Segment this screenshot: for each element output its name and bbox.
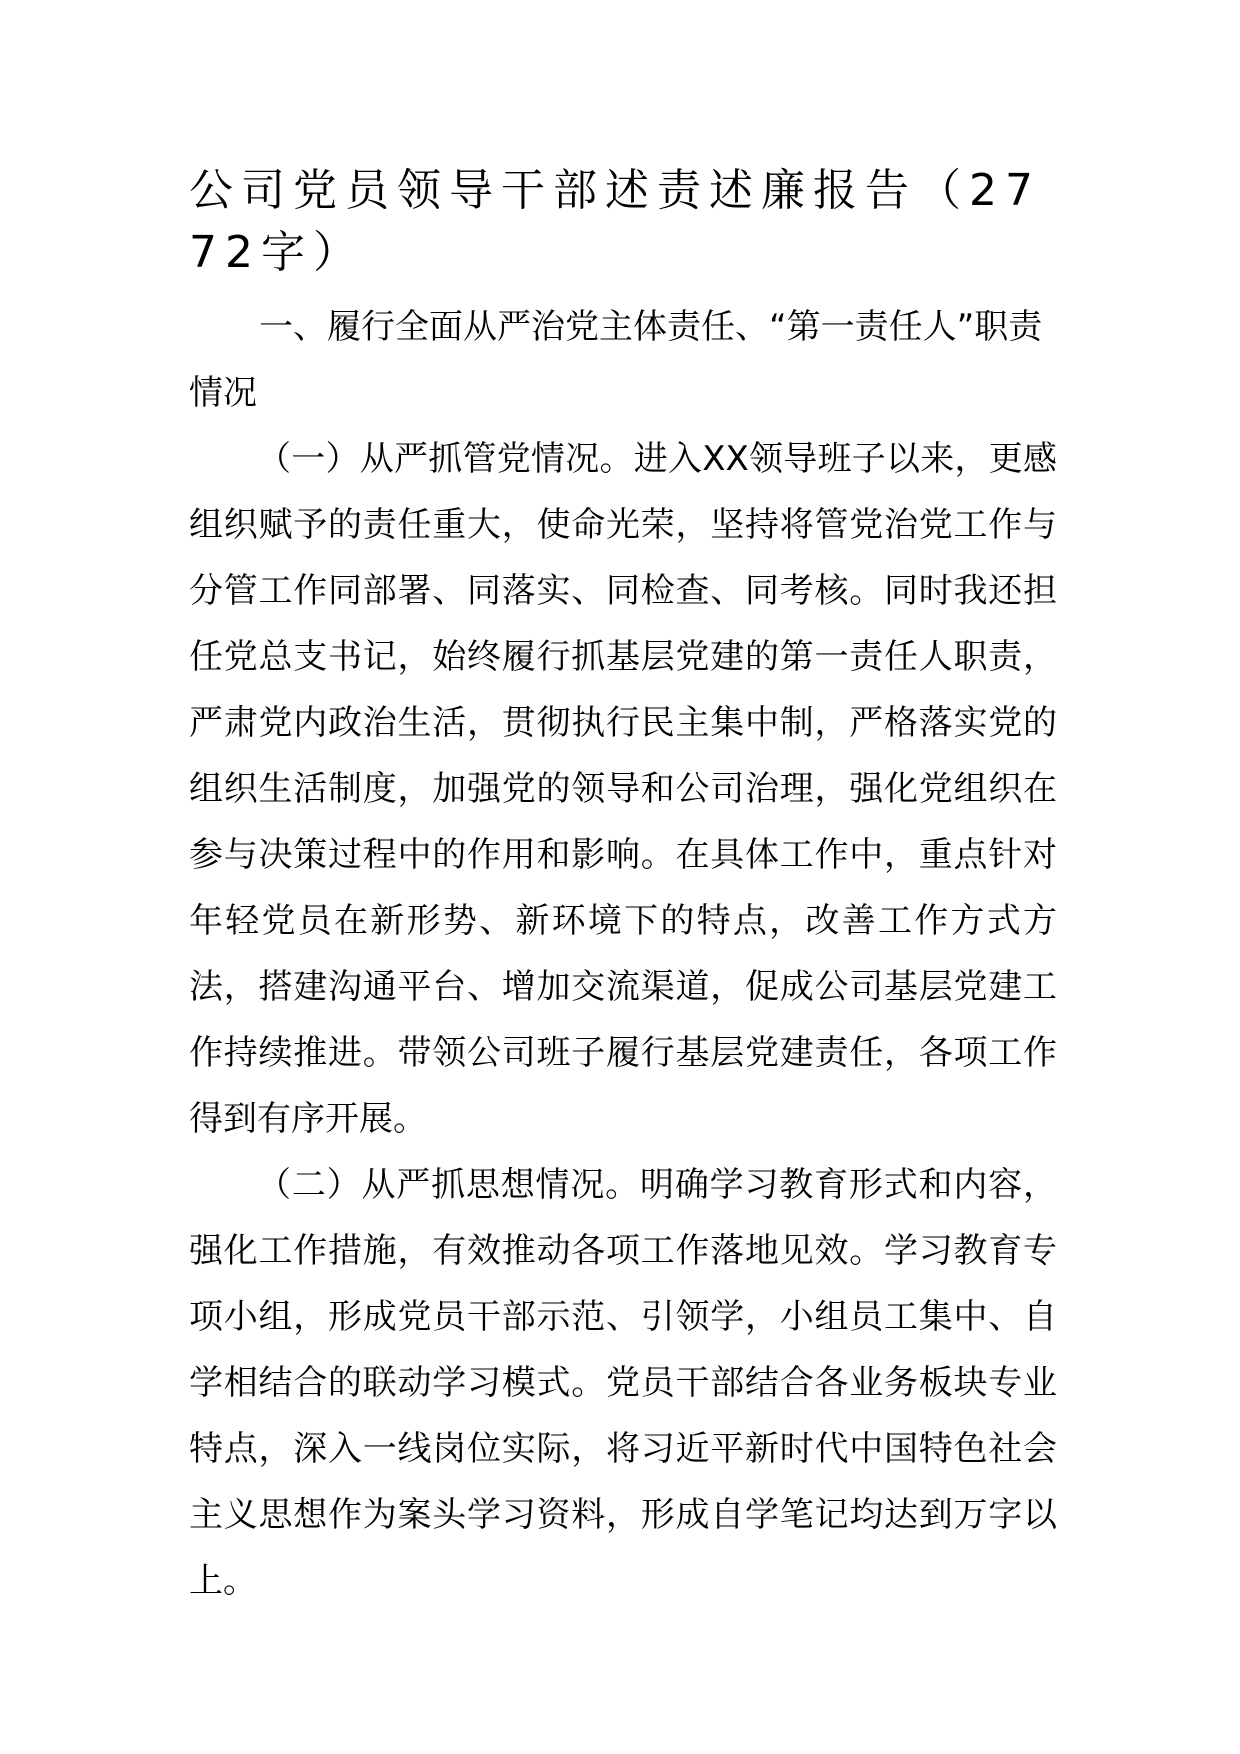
paragraph-2: （二）从严抓思想情况。明确学习教育形式和内容，强化工作措施，有效推动各项工作落地见效。学习教育专项小组，形成党员干部示范、引领学，小组员工集中、自学相结合的联动学习模式。党员干部结合各业务板块专业特点，深入一线岗位实际，将习近平新时代中国特色社会主义思想作为案头学习资料，形成自学笔记均达到万字以上。 [189, 1165, 1057, 1601]
document-title: 公司党员领导干部述责述廉报告（2772字） [189, 165, 1041, 278]
section-heading: 一、履行全面从严治党主体责任、“第一责任人”职责情况 [189, 307, 1043, 413]
paragraph-1: （一）从严抓管党情况。进入XX领导班子以来，更感组织赋予的责任重大，使命光荣，坚持将管党治党工作与分管工作同部署、同落实、同检查、同考核。同时我还担任党总支书记，始终履行抓基层党建的第一责任人职责，严肃党内政治生活，贯彻执行民主集中制，严格落实党的组织生活制度，加强党的领导和公司治理，强化党组织在参与决策过程中的作用和影响。在具体工作中，重点针对年轻党员在新形势、新环境下的特点，改善工作方式方法，搭建沟通平台、增加交流渠道，促成公司基层党建工作持续推进。带领公司班子履行基层党建责任，各项工作得到有序开展。 [189, 439, 1057, 1139]
document-page [189, 160, 1057, 1614]
